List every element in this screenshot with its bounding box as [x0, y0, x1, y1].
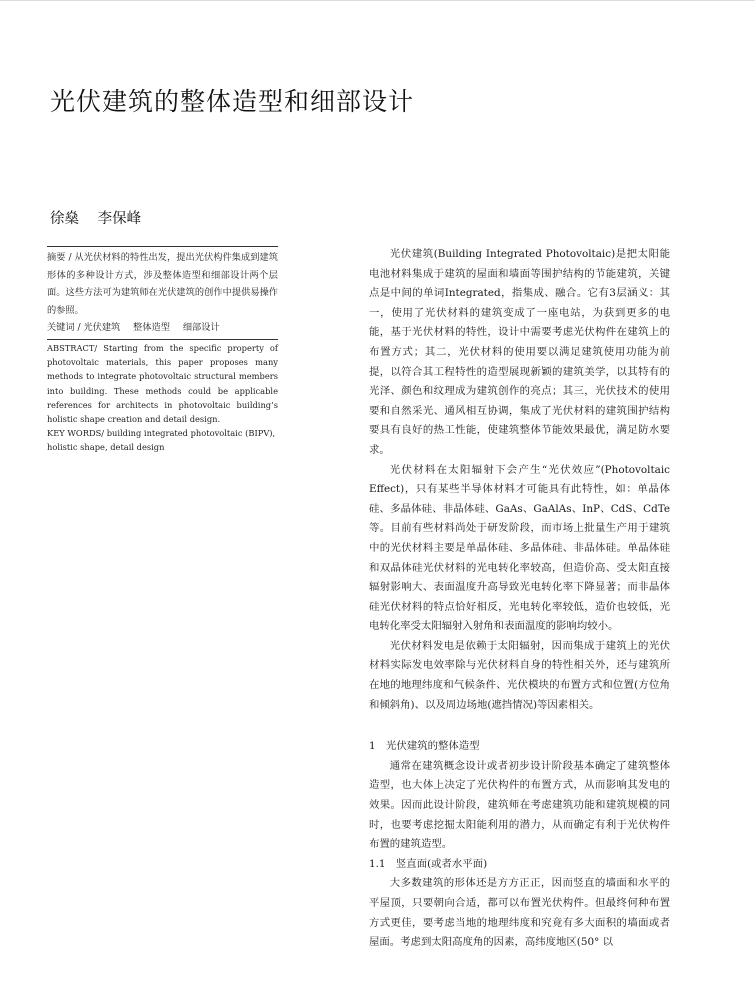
body-paragraph: 光伏材料发电是依赖于太阳辐射，因而集成于建筑上的光伏材料实际发电效率除与光伏材料自身的特性相关外，还与建筑所在地的地理纬度和气候条件、光伏模块的布置方式和位置(方位角和倾斜角)、以及周边场地(遮挡情况)等因素相关。 — [369, 639, 670, 711]
author-2: 李保峰 — [97, 211, 142, 227]
keywords-english: KEY WORDS/ building integrated photovoltaic (BIPV), holistic shape, detail design — [47, 428, 276, 453]
section-heading: 1 光伏建筑的整体造型 — [369, 740, 480, 753]
author-line — [50, 207, 155, 228]
abstract-english: ABSTRACT/ Starting from the specific property of photovoltaic materials, this paper proposes many methods to integrate photovoltaic structural members into building. These methods could be applicable references for architects in photovoltaic building’s holistic shape creation and detail design. — [47, 342, 278, 424]
article-title: 光伏建筑的整体造型和细部设计 — [50, 87, 415, 116]
author-1: 徐燊 — [50, 211, 79, 227]
page-top-edge — [0, 0, 755, 1]
body-paragraph: 光伏材料在太阳辐射下会产生“光伏效应”(Photovoltaic Effect)，只有某些半导体材料才可能具有此特性，如：单晶体硅、多晶体硅、非晶体硅、GaAs、GaAlAs、InP、CdS、CdTe等。目前有些材料尚处于研发阶段，而市场上批量生产用于建筑中的光伏材料主要是单晶体硅、多晶体硅、非晶体硅。单晶体硅和双晶体硅光伏材料的光电转化率较高，但造价高、受太阳直接辐射影响大、表面温度升高导致光电转化率下降显著；而非晶体硅光伏材料的特点恰好相反，光电转化率较低，造价也较低，光电转化率受太阳辐射入射角和表面温度的影响均较小。 — [369, 463, 670, 633]
keywords-chinese — [47, 319, 278, 337]
abstract-chinese: 摘要 / 从光伏材料的特性出发，提出光伏构件集成到建筑形体的多种设计方式，涉及整体造型和细部设计两个层面。这些方法可为建筑师在光伏建筑的创作中提供易操作的参照。 — [47, 252, 278, 316]
keywords-chinese-label: 关键词 / 光伏建筑 — [47, 322, 121, 334]
keyword-term: 整体造型 — [133, 322, 170, 334]
keyword-term: 细部设计 — [182, 322, 220, 334]
body-paragraph: 光伏建筑(Building Integrated Photovoltaic)是把太阳能电池材料集成于建筑的屋面和墙面等围护结构的节能建筑，关键点是中间的单词Integrated，指集成、融合。它有3层涵义：其一，使用了光伏材料的建筑变成了一座电站，为获到更多的电能，基于光伏材料的特性，设计中需要考虑光伏构件在建筑上的布置方式；其二，光伏材料的使用要以满足建筑使用功能为前提，以符合其工程特性的造型展现新颖的建筑美学，以其特有的光泽、颜色和纹理成为建筑创作的亮点；其三，光伏技术的使用要和自然采光、通风相互协调，集成了光伏材料的建筑围护结构要具有良好的热工性能，使建筑整体节能效果最优，满足防水要求。 — [369, 248, 670, 456]
body-paragraph: 通常在建筑概念设计或者初步设计阶段基本确定了建筑整体造型，也大体上决定了光伏构件的布置方式，从而影响其发电的效果。因而此设计阶段，建筑师在考虑建筑功能和建筑规模的同时，也要考虑挖掘太阳能利用的潜力，从而确定有利于光伏构件布置的建筑造型。 — [369, 759, 670, 851]
abstract-block — [47, 246, 278, 455]
body-paragraph: 大多数建筑的形体还是方方正正，因而竖直的墙面和水平的平屋顶，只要朝向合适，都可以布置光伏构件。但最终何种布置方式更佳，要考虑当地的地理纬度和究竟有多大面积的墙面或者屋面。考虑到太阳高度角的因素，高纬度地区(50° 以 — [369, 877, 670, 949]
subsection-heading: 1.1 竖直面(或者水平面) — [369, 857, 488, 870]
body-text — [369, 245, 670, 953]
